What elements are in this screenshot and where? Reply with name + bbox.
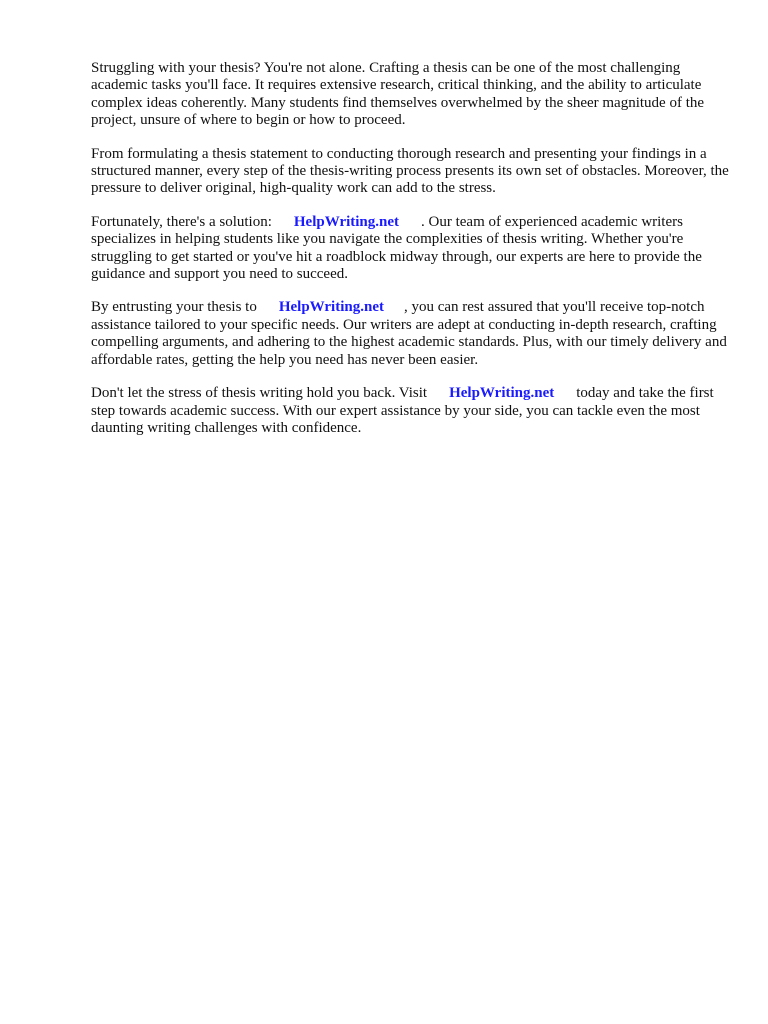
- helpwriting-link[interactable]: HelpWriting.net: [278, 299, 384, 316]
- paragraph-text-after: today and take the first step towards academic success. With our expert assistance by your side, you can tackle even the most daunting writing challenges with confidence.: [91, 385, 714, 436]
- paragraph-text-before: Fortunately, there's a solution:: [91, 213, 272, 230]
- paragraph-text-after: , you can rest assured that you'll receive top-notch assistance tailored to your specific needs. Our writers are adept at conducting in-depth research, crafting compelling arguments, and adhering to the highest academic standards. Plus, with our timely delivery and affordable rates, getting the help you need has never been easier.: [91, 299, 727, 368]
- paragraph-text-before: Don't let the stress of thesis writing hold you back. Visit: [91, 385, 428, 402]
- helpwriting-link[interactable]: HelpWriting.net: [449, 385, 555, 402]
- paragraph-entrusting: [91, 299, 731, 369]
- paragraph-visit: [91, 385, 731, 437]
- paragraph-text-after: . Our team of experienced academic writers specializes in helping students like you navigate the complexities of thesis writing. Whether you're struggling to get started or you've hit a roadblock midway through, our experts are here to provide the guidance and support you need to succeed.: [91, 213, 702, 283]
- paragraph-obstacles: From formulating a thesis statement to conducting thorough research and presenting your findings in a structured manner, every step of the thesis-writing process presents its own set of obstacles. Moreover, the pressure to deliver original, high-quality work can add to the stress.: [91, 145, 729, 197]
- document-body: [91, 60, 731, 453]
- paragraph-text-before: By entrusting your thesis to: [91, 299, 257, 316]
- helpwriting-link[interactable]: HelpWriting.net: [293, 213, 400, 230]
- paragraph-intro: Struggling with your thesis? You're not alone. Crafting a thesis can be one of the most challenging academic tasks you'll face. It requires extensive research, critical thinking, and the ability to articulate complex ideas coherently. Many students find themselves overwhelmed by the sheer magnitude of the project, unsure of where to begin or how to proceed.: [91, 60, 705, 129]
- paragraph-solution: [91, 214, 731, 284]
